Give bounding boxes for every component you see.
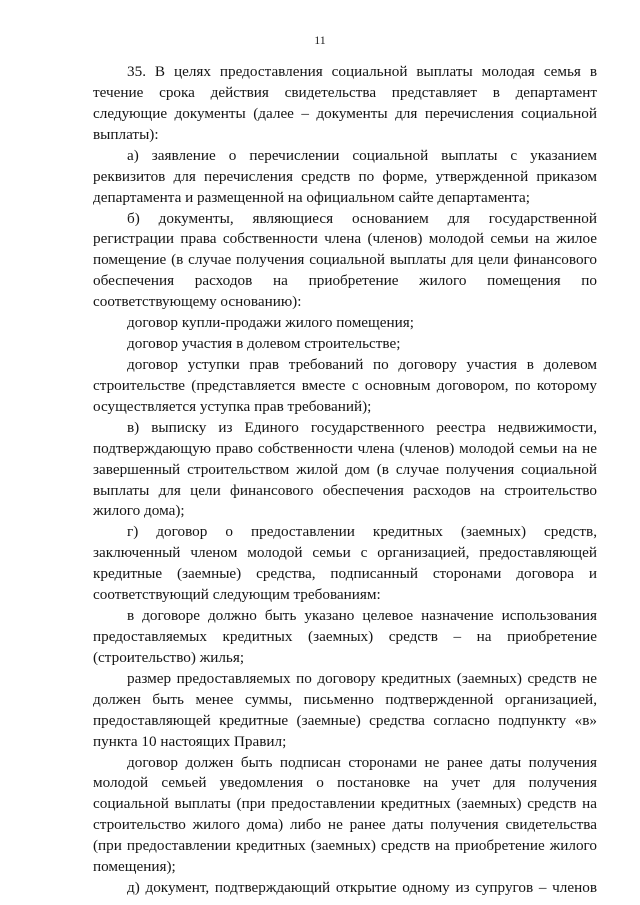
text-line: заключенный членом молодой семьи с организацией, предоставляющей — [93, 544, 597, 562]
text-line: 35. В целях предоставления социальной выплаты молодая семья в — [127, 63, 597, 80]
text-line: предоставляющей кредитные (заемные) средства согласно подпункту «в» — [93, 711, 597, 729]
text-line: социальной выплаты (при предоставлении кредитных (заемных) средств на — [93, 795, 597, 813]
text-line: а) заявление о перечислении социальной выплаты с указанием — [127, 146, 597, 164]
text-line: соответствующий следующим требованиям: — [93, 586, 381, 604]
text-line: пункта 10 настоящих Правил; — [93, 732, 287, 750]
text-line: следующие документы (далее – документы для перечисления социальной — [93, 104, 597, 122]
text-line: договор участия в долевом строительстве; — [127, 335, 401, 352]
page-number: 11 — [314, 33, 326, 47]
text-line: течение срока действия свидетельства представляет в департамент — [93, 83, 597, 101]
text-line: молодой семьей уведомления о постановке на учет для получения — [93, 774, 597, 792]
text-line: осуществляется уступка прав требований); — [93, 397, 372, 415]
text-line: должен быть менее суммы, письменно подтвержденной организацией, — [93, 690, 597, 708]
text-line: договор уступки прав требований по договору участия в долевом — [127, 355, 597, 373]
text-line: предоставляемых кредитных (заемных) средств – на приобретение — [93, 627, 597, 645]
text-line: строительство жилого дома) либо не ранее даты получения свидетельства — [93, 816, 597, 834]
text-line: обеспечения расходов на приобретение жилого помещения по — [93, 272, 597, 290]
text-line: выплаты для цели финансового обеспечения расходов на строительство — [93, 481, 597, 499]
text-line: выплаты): — [93, 125, 159, 143]
text-line: договор купли-продажи жилого помещения; — [127, 314, 414, 332]
text-line: регистрации права собственности члена (членов) молодой семьи на жилое — [93, 230, 597, 248]
text-line: помещение (в случае получения социальной выплаты для цели финансового — [93, 251, 597, 269]
text-line: департамента и размещенной на официальном сайте департамента; — [93, 188, 530, 206]
text-line: в) выписку из Единого государственного реестра недвижимости, — [127, 418, 597, 436]
text-line: кредитные (заемные) средства, подписанный сторонами договора и — [93, 565, 597, 583]
text-line: подтверждающую право собственности члена (членов) молодой семьи на не — [93, 439, 597, 457]
text-line: реквизитов для перечисления средств по форме, утвержденной приказом — [93, 167, 597, 185]
text-line: д) документ, подтверждающий открытие одному из супругов – членов — [127, 879, 597, 896]
text-line: строительстве (представляется вместе с основным договором, по которому — [93, 376, 597, 394]
text-line: помещения); — [93, 858, 176, 876]
text-line: (строительство) жилья; — [93, 648, 245, 666]
text-line: (при предоставлении кредитных (заемных) средств на приобретение жилого — [93, 837, 597, 855]
text-line: жилого дома); — [93, 502, 185, 520]
text-line: завершенный строительством жилой дом (в случае получения социальной — [93, 460, 597, 478]
text-line: размер предоставляемых по договору кредитных (заемных) средств не — [127, 669, 597, 687]
text-line: б) документы, являющиеся основанием для государственной — [127, 209, 597, 227]
text-line: в договоре должно быть указано целевое назначение использования — [127, 607, 597, 624]
text-line: договор должен быть подписан сторонами не ранее даты получения — [127, 753, 597, 771]
text-line: соответствующему основанию): — [93, 293, 302, 311]
text-line: г) договор о предоставлении кредитных (заемных) средств, — [127, 523, 597, 541]
